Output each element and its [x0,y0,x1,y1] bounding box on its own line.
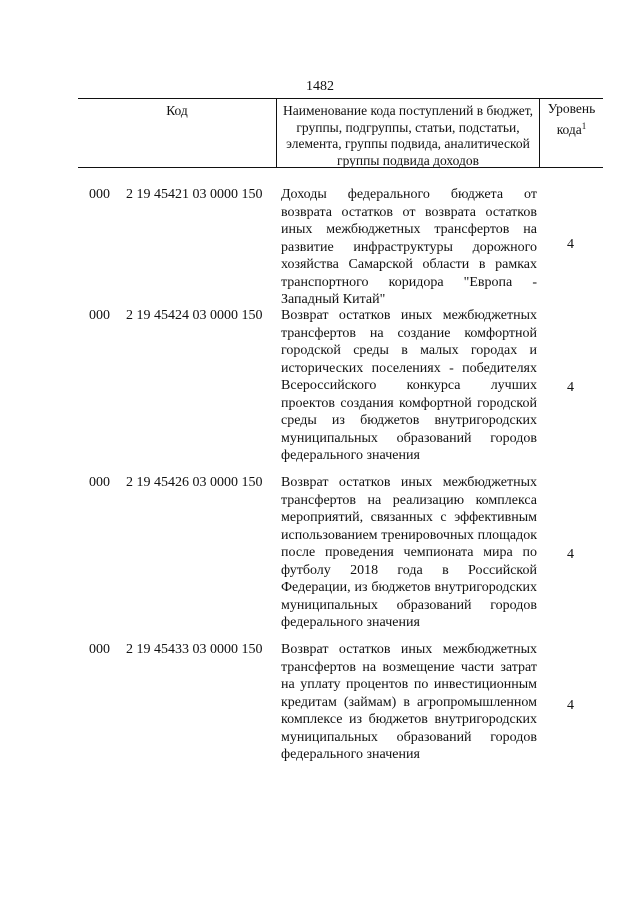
row-level: 4 [567,547,574,562]
header-level [540,99,603,167]
row-admin-code: 000 [89,308,110,323]
row-code: 2 19 45426 03 0000 150 [126,475,263,490]
row-admin-code: 000 [89,187,110,202]
row-description: Возврат остатков иных межбюджетных трансфертов на реализацию комплекса мероприятий, связанных с эффективным использованием тренировочных площадок после проведения чемпионата мира по футболу 2018 года в Российской Федерации, из бюджетов внутригородских муниципальных образований городов федерального значения [281,475,537,630]
header-name: Наименование кода поступлений в бюджет, группы, подгруппы, статьи, подстатьи, элемента, группы подвида, аналитической группы подвида доходов [276,99,540,167]
table-header [78,98,603,168]
row-level: 4 [567,698,574,713]
header-level-footnote: 1 [581,120,587,131]
page-number: 1482 [306,79,334,94]
header-code: Код [166,103,188,118]
row-level: 4 [567,237,574,252]
row-description: Доходы федерального бюджета от возврата остатков от возврата остатков иных межбюджетных трансфертов на развитие инфраструктуры дорожного хозяйства Самарской области в рамках транспортного коридора "Европа - Западный Китай" [281,187,537,307]
row-admin-code: 000 [89,475,110,490]
row-code: 2 19 45421 03 0000 150 [126,187,263,202]
row-code: 2 19 45433 03 0000 150 [126,642,263,657]
row-description: Возврат остатков иных межбюджетных трансфертов на возмещение части затрат на уплату процентов по инвестиционным кредитам (займам) в агропромышленном комплексе из бюджетов внутригородских муниципальных образований городов федерального значения [281,642,537,762]
row-description: Возврат остатков иных межбюджетных трансфертов на создание комфортной городской среды в малых городах и исторических поселениях - победителях Всероссийского конкурса лучших проектов создания комфортной городской среды из бюджетов внутригородских муниципальных образований городов федерального значения [281,308,537,463]
row-code: 2 19 45424 03 0000 150 [126,308,263,323]
header-level-label: Уровень кода [547,101,596,137]
row-admin-code: 000 [89,642,110,657]
row-level: 4 [567,380,574,395]
